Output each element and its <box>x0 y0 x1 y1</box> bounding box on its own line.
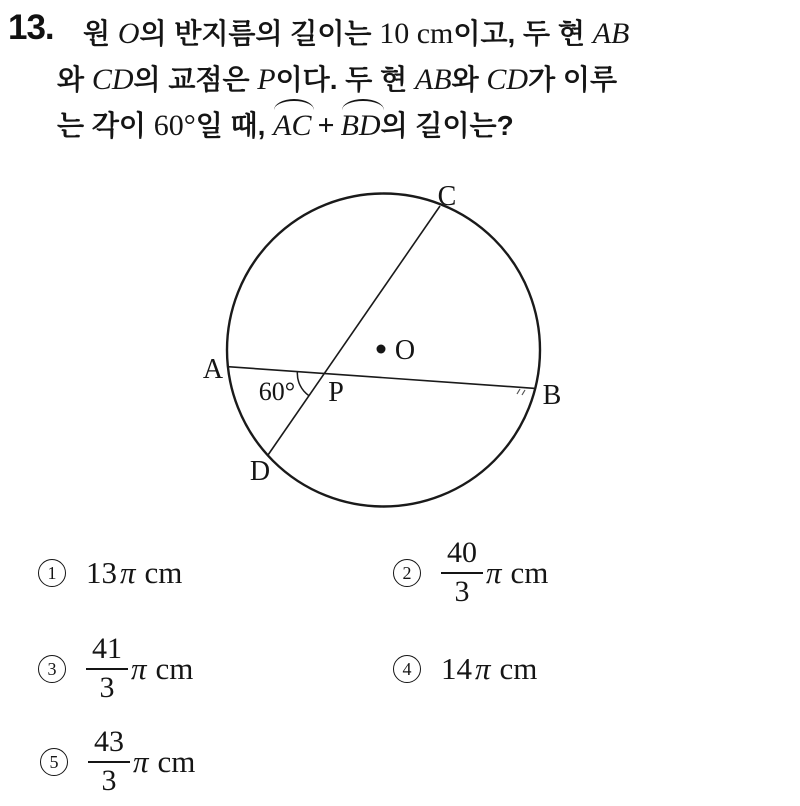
plus-sign: + <box>317 109 335 142</box>
choice-3-circled-number: 3 <box>38 655 66 683</box>
unit-cm: cm <box>157 744 196 779</box>
korean-text: 가 이루 <box>528 64 618 95</box>
korean-text: 는 각이 <box>57 110 154 141</box>
korean-text: 와 <box>451 64 487 95</box>
choice-2-circled-number: 2 <box>393 559 421 587</box>
fraction <box>88 727 130 796</box>
korean-text: 와 <box>57 64 92 95</box>
pi-symbol: π <box>475 651 491 686</box>
pi-symbol: π <box>486 555 502 590</box>
angle-label-60: 60° <box>258 377 296 406</box>
math-var-AB: AB <box>592 17 630 50</box>
point-label-P: P <box>328 377 344 408</box>
choice-1-value <box>86 555 182 591</box>
math-var-CD: CD <box>91 63 134 96</box>
choice-4-value <box>441 651 537 687</box>
choice-1-circled-number: 1 <box>38 559 66 587</box>
arc-BD: BD <box>341 103 381 149</box>
pi-symbol: π <box>120 555 136 590</box>
korean-text: 일 때, <box>195 110 274 141</box>
unit-cm: cm <box>510 555 549 590</box>
scan-artifact <box>517 389 525 395</box>
korean-text: 이다. 두 현 <box>275 64 415 95</box>
fraction <box>86 634 128 703</box>
choice-5 <box>40 725 196 797</box>
korean-text: 의 반지름의 길이는 <box>139 18 380 49</box>
math-60deg: 60° <box>153 109 196 142</box>
question-line-3 <box>57 103 797 149</box>
fraction-numerator: 41 <box>86 634 128 670</box>
fraction-denominator: 3 <box>99 671 115 704</box>
math-var-P: P <box>257 63 276 96</box>
pi-symbol: π <box>133 744 149 779</box>
unit-cm: cm <box>499 651 538 686</box>
point-label-B: B <box>542 380 562 411</box>
unit-cm: cm <box>144 555 183 590</box>
coefficient: 13 <box>86 555 117 590</box>
choice-2-value <box>441 538 548 607</box>
choice-4-circled-number: 4 <box>393 655 421 683</box>
chord-CD <box>268 206 440 455</box>
korean-text: 의 길이는? <box>380 110 514 141</box>
question-line-2 <box>57 57 797 103</box>
pi-symbol: π <box>131 651 147 686</box>
question-number: 13. <box>8 8 54 47</box>
math-var-CD: CD <box>486 63 529 96</box>
question-text <box>57 11 797 149</box>
choice-4 <box>393 636 537 702</box>
fraction-numerator: 40 <box>441 538 483 574</box>
fraction-denominator: 3 <box>454 575 470 608</box>
korean-text: 의 교점은 <box>133 64 258 95</box>
math-10cm: 10 cm <box>379 17 454 50</box>
choice-3-value <box>86 634 193 703</box>
center-label-O: O <box>394 335 416 366</box>
korean-text: 원 <box>83 18 118 49</box>
point-label-A: A <box>202 354 224 385</box>
math-var-O: O <box>117 17 140 50</box>
korean-text: 이고, 두 현 <box>453 18 593 49</box>
choice-5-value <box>88 727 195 796</box>
choice-5-circled-number: 5 <box>40 748 68 776</box>
center-dot <box>377 345 386 354</box>
choice-1 <box>38 540 182 606</box>
circle-diagram <box>0 170 620 530</box>
fraction <box>441 538 483 607</box>
fraction-numerator: 43 <box>88 727 130 763</box>
point-label-D: D <box>249 456 271 487</box>
question-line-1 <box>57 11 797 57</box>
unit-cm: cm <box>155 651 194 686</box>
math-var-AB: AB <box>414 63 452 96</box>
arc-AC: AC <box>273 103 311 149</box>
fraction-denominator: 3 <box>101 764 117 797</box>
coefficient: 14 <box>441 651 472 686</box>
choice-3 <box>38 632 194 704</box>
choice-2 <box>393 536 549 608</box>
point-label-C: C <box>437 181 457 212</box>
angle-arc-60 <box>297 372 309 396</box>
